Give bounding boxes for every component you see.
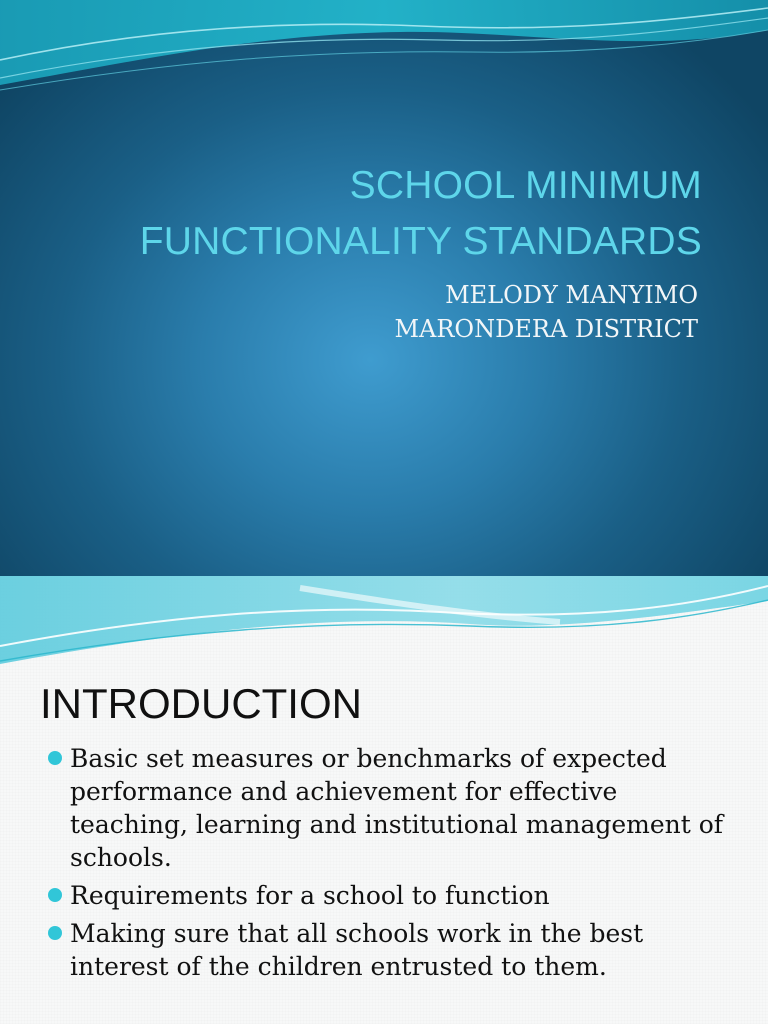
slide-heading: INTRODUCTION (40, 680, 362, 727)
wave-decoration-top (0, 576, 768, 671)
bullet-text: Making sure that all schools work in the best interest of the children entrusted to them. (70, 919, 644, 981)
title-line-1: SCHOOL MINIMUM (349, 164, 702, 207)
list-item (48, 879, 738, 912)
author-name: MELODY MANYIMO (445, 281, 698, 309)
author-district: MARONDERA DISTRICT (394, 315, 698, 343)
bullet-text: Basic set measures or benchmarks of expected performance and achievement for effective teaching, learning and institutional management of schools. (70, 744, 724, 872)
title-line-2: FUNCTIONALITY STANDARDS (139, 220, 702, 263)
introduction-slide (0, 576, 768, 1024)
bullet-list (48, 742, 738, 988)
wave-decoration-top (0, 0, 768, 100)
bullet-dot-icon (48, 751, 62, 765)
slide-title (22, 158, 702, 270)
bullet-text: Requirements for a school to function (70, 881, 550, 910)
slide-subtitle (98, 278, 698, 346)
bullet-dot-icon (48, 926, 62, 940)
bullet-dot-icon (48, 888, 62, 902)
list-item (48, 917, 738, 983)
list-item (48, 742, 738, 874)
